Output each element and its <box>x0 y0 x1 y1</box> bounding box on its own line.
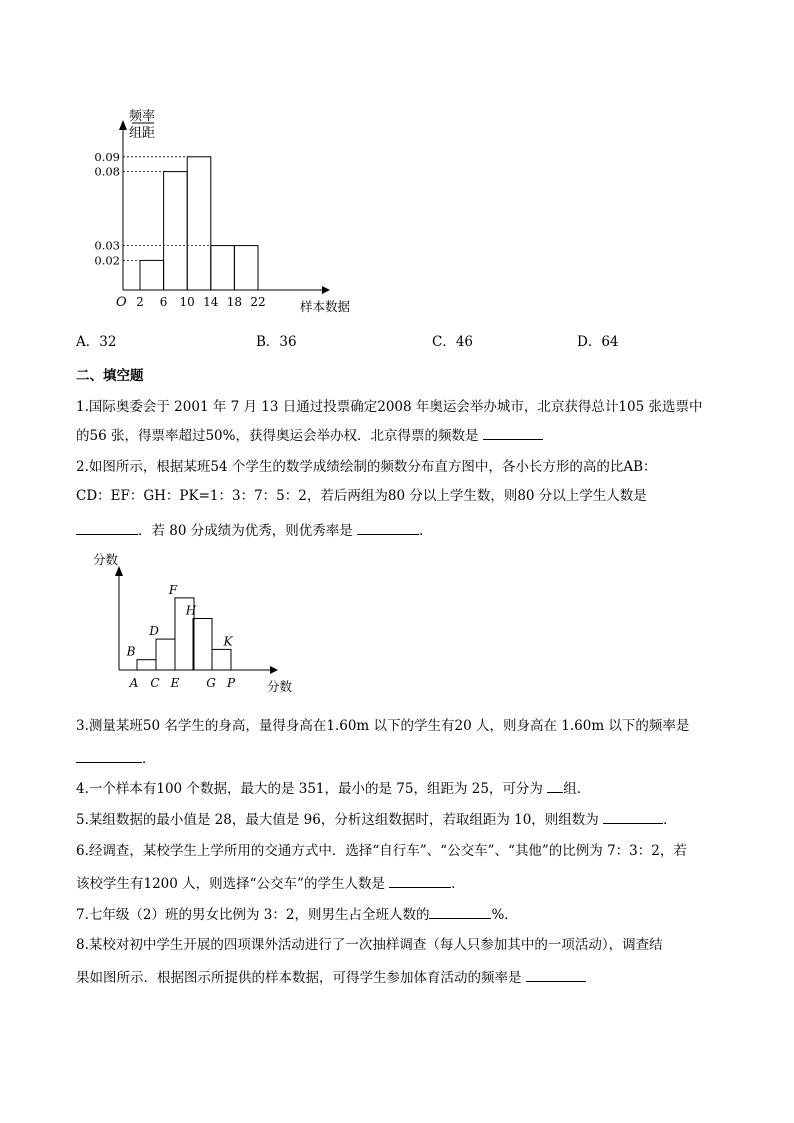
bar-top-label: D <box>149 624 159 639</box>
histogram-bar <box>211 246 235 290</box>
base-point-label: G <box>206 676 216 690</box>
q5-answer-blank[interactable] <box>603 809 663 824</box>
histogram-bar <box>234 246 258 290</box>
x-tick-label: 18 <box>226 295 243 309</box>
base-point-label: A <box>129 676 139 690</box>
histogram-bar <box>187 157 211 290</box>
q2-end-text: ． <box>419 523 433 539</box>
frequency-histogram-1 <box>90 100 370 320</box>
q5-text: 5.某组数据的最小值是 28，最大值是 96，分析这组数据时，若取组距为 10，则组数为 <box>76 812 604 828</box>
q6-answer-blank[interactable] <box>389 873 451 888</box>
q8-line1: 8.某校对初中学生开展的四项课外活动进行了一次抽样调查（每人只参加其中的一项活动），调查结 <box>76 937 663 953</box>
x-tick-label: 2 <box>136 295 144 309</box>
y-tick-label: 0.09 <box>94 149 120 164</box>
q6-line2 <box>76 873 465 893</box>
bar-top-label: B <box>126 644 136 659</box>
y-axis-label-top: 频率 <box>128 109 156 124</box>
q3-line1: 3.测量某班50 名学生的身高，量得身高在1.60m 以下的学生有20 人，则身高在 1.60m 以下的频率是 <box>76 718 690 734</box>
x-tick-label: 10 <box>179 295 195 309</box>
q2-answer-blank-1[interactable] <box>76 520 138 535</box>
q5-end-text: ． <box>663 812 677 828</box>
base-point-label: P <box>226 676 236 690</box>
y-axis-label: 分数 <box>93 552 119 567</box>
q2-answer-blank-2[interactable] <box>357 520 419 535</box>
q6-text: 该校学生有1200 人，则选择“公交车”的学生人数是 <box>76 876 390 892</box>
histogram-bar <box>140 260 164 290</box>
y-tick-label: 0.02 <box>94 253 120 268</box>
x-axis-arrow <box>270 666 278 674</box>
origin-label: O <box>116 295 127 310</box>
x-tick-label: 6 <box>159 295 168 309</box>
q1-line1: 1.国际奥委会于 2001 年 7 月 13 日通过投票确定2008 年奥运会举办城市，北京获得总计105 张选票中 <box>76 399 703 415</box>
histogram-bar <box>193 619 212 671</box>
choice-a: A．32 <box>76 334 117 350</box>
q1-text: 的56 张，得票率超过50%，获得奥运会举办权．北京得票的频数是 <box>76 428 483 444</box>
histogram-bar <box>164 172 188 290</box>
q7-answer-blank[interactable] <box>429 904 491 919</box>
bar-top-label: H <box>185 603 197 618</box>
choice-b: B．36 <box>256 334 297 350</box>
y-axis-arrow <box>115 566 123 576</box>
q5-line <box>76 809 677 829</box>
q1-answer-blank[interactable] <box>483 425 543 440</box>
y-axis-arrow <box>119 120 127 130</box>
q1-line2 <box>76 425 543 445</box>
q4-answer-blank[interactable] <box>547 778 563 793</box>
frequency-histogram-2 <box>90 548 330 698</box>
q6-line1: 6.经调查，某校学生上学所用的交通方式中．选择“自行车”、“公交车”、“其他”的比例为 7：3：2，若 <box>76 843 687 859</box>
q2-line1: 2.如图所示，根据某班54 个学生的数学成绩绘制的频数分布直方图中，各小长方形的高的比AB： <box>76 459 657 475</box>
q3-line2 <box>76 748 156 768</box>
choice-c: C．46 <box>432 334 474 350</box>
base-point-label: C <box>150 676 160 690</box>
histogram-bar <box>212 649 231 670</box>
x-axis-label: 分数 <box>267 679 293 694</box>
q4-text: 4.一个样本有100 个数据，最大的是 351，最小的是 75，组距为 25，可分为 <box>76 781 548 797</box>
q3-end-text: ． <box>142 751 156 767</box>
base-point-label: E <box>170 676 180 690</box>
q7-line <box>76 904 518 924</box>
bar-top-label: F <box>168 582 178 597</box>
q2-mid-text: ．若 80 分成绩为优秀，则优秀率是 <box>138 523 358 539</box>
q4-line <box>76 778 590 798</box>
y-tick-label: 0.08 <box>94 164 120 179</box>
bar-top-label: K <box>223 634 233 649</box>
histogram-bar <box>137 660 156 670</box>
q8-text: 果如图所示．根据图示所提供的样本数据，可得学生参加体育活动的频率是 <box>76 970 526 986</box>
q4-end-text: 组． <box>563 781 591 797</box>
q2-line3 <box>76 520 433 540</box>
x-axis-label: 样本数据 <box>300 299 351 314</box>
choice-d: D．64 <box>577 334 619 350</box>
q2-line2: CD：EF：GH：PK=1：3：7：5：2，若后两组为80 分以上学生数，则80 分以上学生人数是 <box>76 488 647 504</box>
q7-end-text: %． <box>491 907 518 923</box>
q8-line2 <box>76 967 586 987</box>
histogram-1-plot <box>94 120 330 309</box>
x-axis-arrow <box>322 286 330 294</box>
section-title: 二、填空题 <box>76 368 144 384</box>
q3-answer-blank[interactable] <box>76 748 142 763</box>
q6-end-text: ． <box>451 876 465 892</box>
q8-answer-blank[interactable] <box>526 967 586 982</box>
y-axis-label-bottom: 组距 <box>128 126 156 141</box>
x-tick-label: 14 <box>203 295 219 309</box>
y-tick-label: 0.03 <box>94 238 120 253</box>
histogram-2-plot <box>115 566 278 690</box>
q7-text: 7.七年级（2）班的男女比例为 3：2，则男生占全班人数的 <box>76 907 430 923</box>
x-tick-label: 22 <box>250 295 266 309</box>
histogram-bar <box>156 639 175 670</box>
